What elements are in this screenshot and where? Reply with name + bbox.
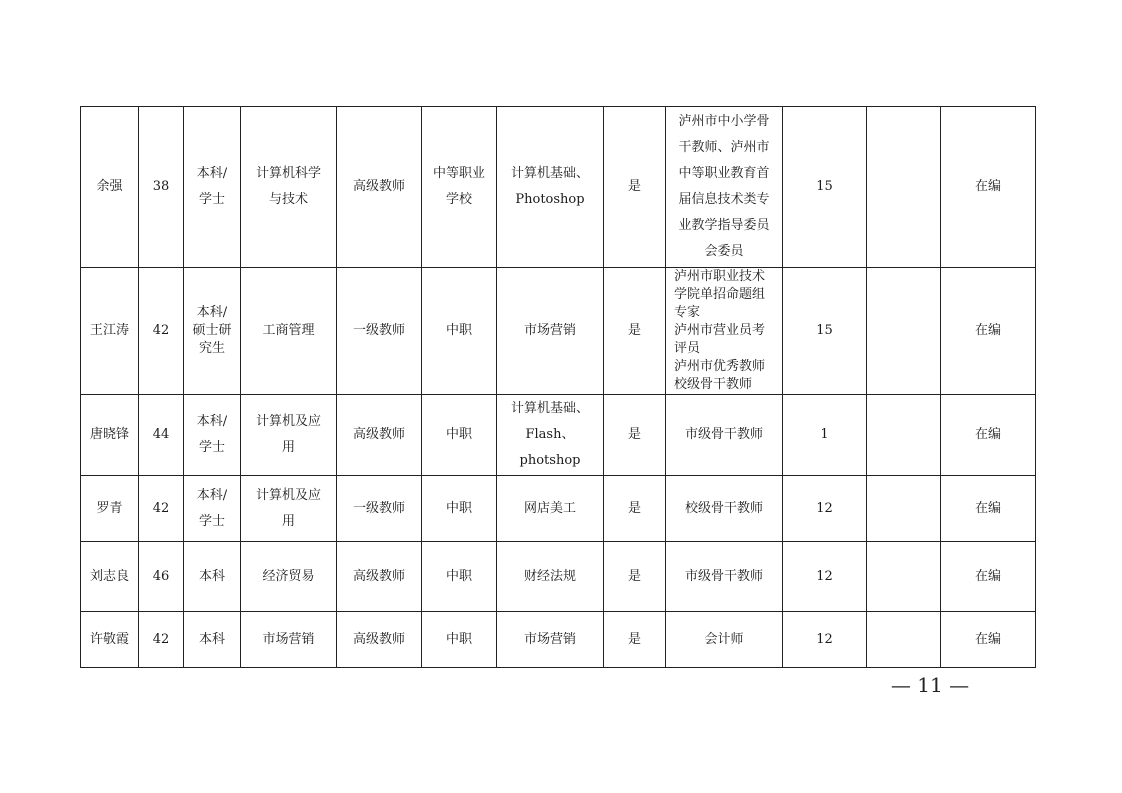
- cell-status: 在编: [941, 612, 1036, 668]
- cell-qualified: 是: [604, 395, 666, 476]
- cell-name: 唐晓锋: [81, 395, 139, 476]
- cell-major: 计算机及应 用: [241, 476, 337, 542]
- cell-blank: [867, 268, 941, 395]
- cell-school-type: 中等职业 学校: [422, 107, 497, 268]
- cell-age: 42: [139, 612, 184, 668]
- cell-degree: 本科/ 硕士研 究生: [184, 268, 241, 395]
- cell-name: 许敬霞: [81, 612, 139, 668]
- cell-name: 余强: [81, 107, 139, 268]
- cell-blank: [867, 395, 941, 476]
- cell-status: 在编: [941, 395, 1036, 476]
- cell-major: 经济贸易: [241, 542, 337, 612]
- cell-age: 44: [139, 395, 184, 476]
- cell-honors: 市级骨干教师: [666, 395, 783, 476]
- page-number: — 11 —: [890, 673, 970, 697]
- cell-title: 高级教师: [337, 542, 422, 612]
- table-row: [81, 476, 1036, 542]
- cell-blank: [867, 476, 941, 542]
- table-row: [81, 268, 1036, 395]
- cell-qualified: 是: [604, 107, 666, 268]
- cell-status: 在编: [941, 107, 1036, 268]
- cell-name: 罗青: [81, 476, 139, 542]
- cell-subject: 财经法规: [497, 542, 604, 612]
- cell-school-type: 中职: [422, 612, 497, 668]
- cell-title: 高级教师: [337, 107, 422, 268]
- table-row: [81, 542, 1036, 612]
- staff-table: [80, 106, 1036, 668]
- cell-subject: 网店美工: [497, 476, 604, 542]
- cell-subject: 计算机基础、 Flash、 photshop: [497, 395, 604, 476]
- cell-years: 12: [783, 476, 867, 542]
- cell-status: 在编: [941, 542, 1036, 612]
- table-row: [81, 612, 1036, 668]
- table-row: [81, 395, 1036, 476]
- cell-honors: 校级骨干教师: [666, 476, 783, 542]
- cell-title: 一级教师: [337, 476, 422, 542]
- cell-age: 42: [139, 476, 184, 542]
- cell-years: 15: [783, 107, 867, 268]
- cell-school-type: 中职: [422, 395, 497, 476]
- cell-qualified: 是: [604, 476, 666, 542]
- cell-degree: 本科/ 学士: [184, 476, 241, 542]
- cell-age: 42: [139, 268, 184, 395]
- cell-school-type: 中职: [422, 542, 497, 612]
- cell-school-type: 中职: [422, 476, 497, 542]
- cell-title: 一级教师: [337, 268, 422, 395]
- cell-honors: 泸州市职业技术 学院单招命题组 专家 泸州市营业员考 评员 泸州市优秀教师 校级骨干教师: [666, 268, 783, 395]
- cell-years: 15: [783, 268, 867, 395]
- cell-honors: 市级骨干教师: [666, 542, 783, 612]
- cell-major: 计算机科学 与技术: [241, 107, 337, 268]
- cell-degree: 本科: [184, 612, 241, 668]
- cell-honors: 泸州市中小学骨 干教师、泸州市 中等职业教育首 届信息技术类专 业教学指导委员 会委员: [666, 107, 783, 268]
- cell-degree: 本科/ 学士: [184, 395, 241, 476]
- cell-years: 12: [783, 612, 867, 668]
- cell-subject: 市场营销: [497, 268, 604, 395]
- cell-major: 工商管理: [241, 268, 337, 395]
- cell-title: 高级教师: [337, 395, 422, 476]
- cell-qualified: 是: [604, 612, 666, 668]
- cell-qualified: 是: [604, 542, 666, 612]
- cell-major: 市场营销: [241, 612, 337, 668]
- cell-degree: 本科/ 学士: [184, 107, 241, 268]
- cell-qualified: 是: [604, 268, 666, 395]
- cell-years: 12: [783, 542, 867, 612]
- cell-name: 刘志良: [81, 542, 139, 612]
- cell-name: 王江涛: [81, 268, 139, 395]
- cell-status: 在编: [941, 476, 1036, 542]
- cell-title: 高级教师: [337, 612, 422, 668]
- cell-years: 1: [783, 395, 867, 476]
- cell-blank: [867, 612, 941, 668]
- cell-major: 计算机及应 用: [241, 395, 337, 476]
- cell-subject: 计算机基础、 Photoshop: [497, 107, 604, 268]
- table-row: [81, 107, 1036, 268]
- cell-honors: 会计师: [666, 612, 783, 668]
- cell-subject: 市场营销: [497, 612, 604, 668]
- cell-age: 46: [139, 542, 184, 612]
- cell-degree: 本科: [184, 542, 241, 612]
- cell-school-type: 中职: [422, 268, 497, 395]
- cell-blank: [867, 107, 941, 268]
- cell-age: 38: [139, 107, 184, 268]
- cell-status: 在编: [941, 268, 1036, 395]
- cell-blank: [867, 542, 941, 612]
